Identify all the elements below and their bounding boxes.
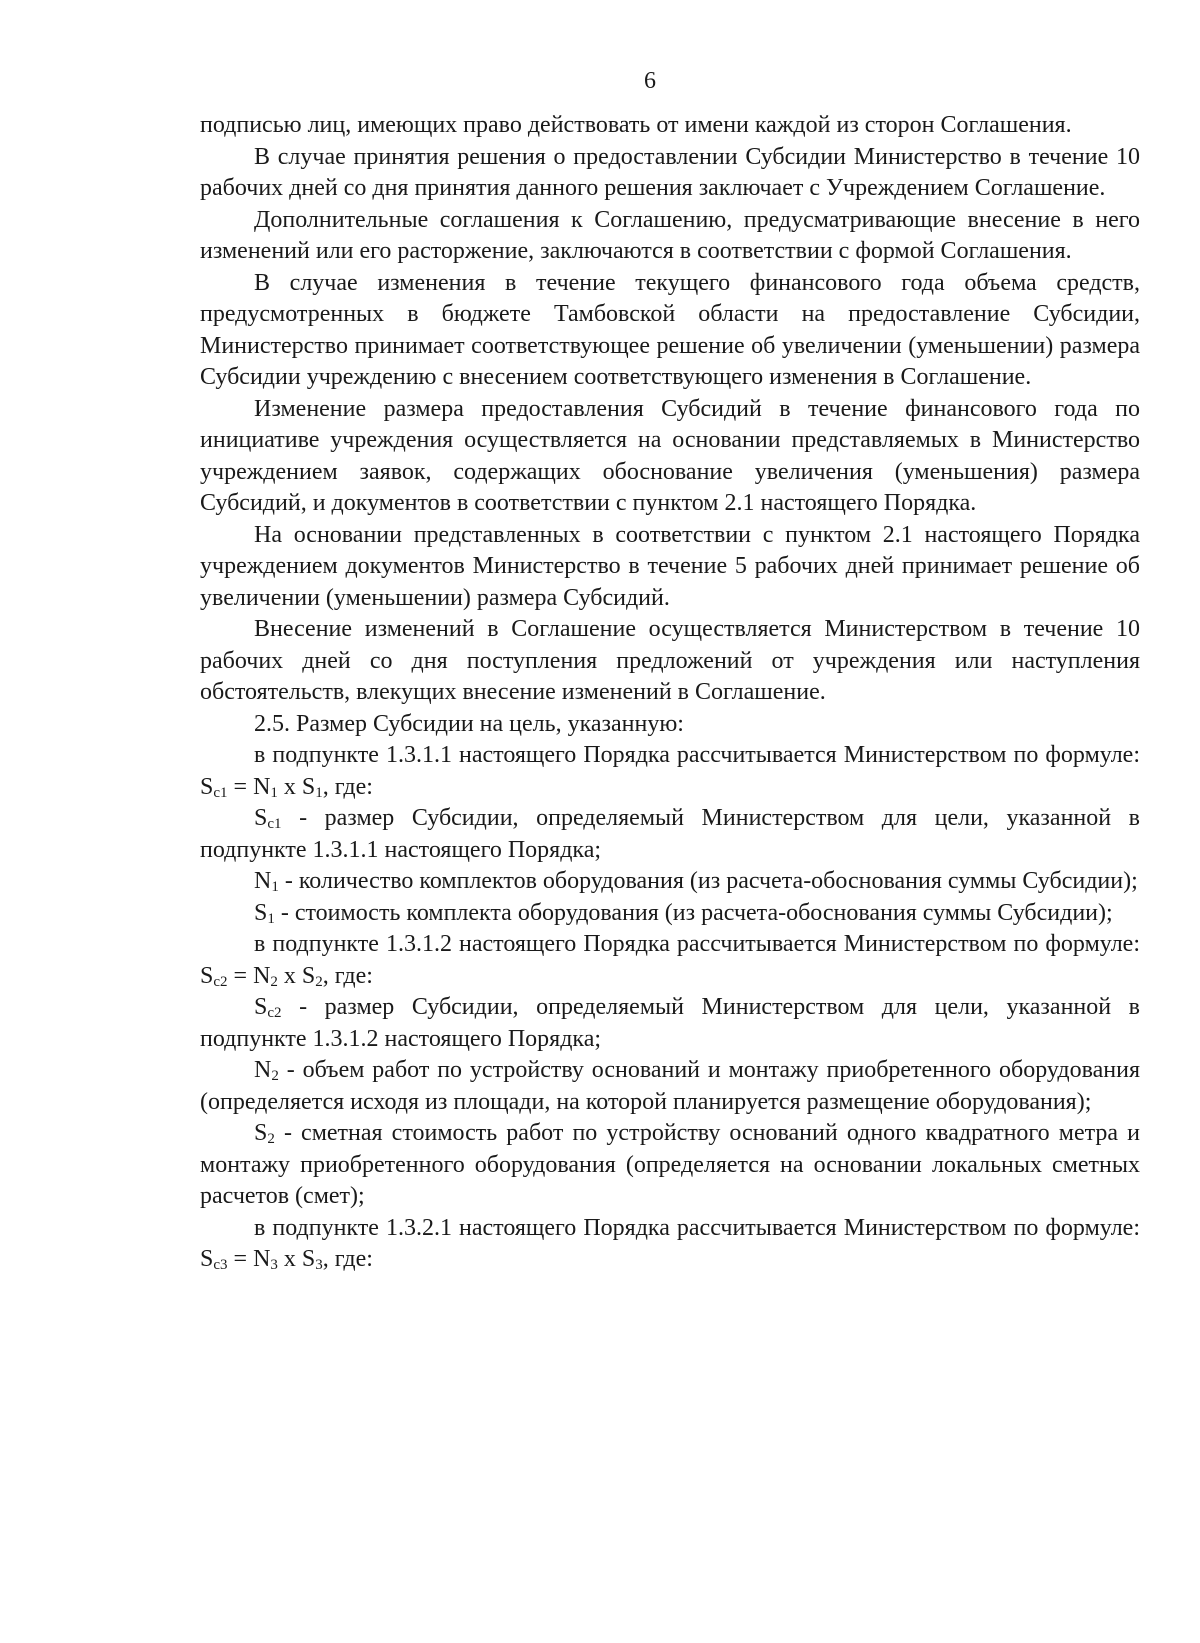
paragraph — [200, 1118, 1140, 1213]
paragraph — [200, 740, 1140, 803]
subscript: с2 — [267, 1005, 282, 1021]
paragraph — [200, 142, 1140, 205]
paragraph — [200, 929, 1140, 992]
subscript: 3 — [315, 1257, 323, 1273]
subscript: с3 — [213, 1257, 228, 1273]
text-run: в подпункте 1.3.2.1 настоящего Порядка рассчитывается Министерством по формуле: S — [200, 1214, 1140, 1272]
text-run: N — [254, 868, 272, 894]
text-run: Изменение размера предоставления Субсидий в течение финансового года по инициативе учреждения осуществляется на основании представляемых в Министерство учреждением заявок, содержащих обоснование увеличения (уменьшения) размера Субсидий, и документов в соответствии с пунктом 2.1 настоящего Порядка. — [200, 395, 1140, 516]
paragraph — [200, 803, 1140, 866]
subscript: 2 — [315, 973, 323, 990]
text-run: , где: — [322, 1246, 373, 1272]
text-run: подписью лиц, имеющих право действовать от имени каждой из сторон Соглашения. — [200, 112, 1072, 138]
text-run: в подпункте 1.3.1.1 настоящего Порядка рассчитывается Министерством по формуле: S — [200, 742, 1140, 800]
paragraph — [200, 866, 1140, 898]
page-number: 6 — [644, 68, 656, 94]
text-run: N — [254, 1057, 272, 1083]
subscript: 1 — [267, 910, 275, 927]
paragraph — [200, 1213, 1140, 1276]
text-run: 2.5. Размер Субсидии на цель, указанную: — [254, 710, 684, 737]
text-run: Дополнительные соглашения к Соглашению, предусматривающие внесение в него изменений или его расторжение, заключаются в соответствии с формой Соглашения. — [200, 206, 1140, 264]
text-run: - объем работ по устройству оснований и монтажу приобретенного оборудования (определяется исходя из площади, на которой планируется размещение оборудования); — [200, 1057, 1140, 1115]
text-run: S — [254, 1120, 268, 1146]
text-run: На основании представленных в соответствии с пунктом 2.1 настоящего Порядка учреждением документов Министерство в течение 5 рабочих дней принимает решение об увеличении (уменьшении) размера Субсидий. — [200, 521, 1140, 611]
text-run: Внесение изменений в Соглашение осуществляется Министерством в течение 10 рабочих дней со дня поступления предложений от учреждения или наступления обстоятельств, влекущих внесение изменений в Соглашение. — [200, 616, 1140, 705]
text-run: - сметная стоимость работ по устройству оснований одного квадратного метра и монтажу приобретенного оборудования (определяется на основании локальных сметных расчетов (смет); — [200, 1120, 1140, 1209]
paragraph — [200, 110, 1140, 142]
text-run: , где: — [322, 962, 373, 989]
subscript: с1 — [213, 784, 228, 801]
paragraph — [200, 614, 1140, 709]
paragraph — [200, 520, 1140, 615]
subscript: 1 — [315, 784, 323, 801]
subscript: 1 — [270, 784, 278, 801]
text-run: S — [254, 994, 268, 1020]
text-run: - размер Субсидии, определяемый Министерством для цели, указанной в подпункте 1.3.1.2 настоящего Порядка; — [200, 994, 1140, 1052]
paragraph — [200, 268, 1140, 394]
text-run: В случае изменения в течение текущего финансового года объема средств, предусмотренных в бюджете Тамбовской области на предоставление Субсидии, Министерство принимает соответствующее решение об увеличении (уменьшении) размера Субсидии учреждению с внесением соответствующего изменения в Соглашение. — [200, 269, 1140, 390]
text-run: S — [254, 805, 268, 831]
subscript: с2 — [213, 973, 228, 990]
text-run: х S — [277, 773, 316, 800]
subscript: 2 — [271, 1068, 279, 1084]
text-run: в подпункте 1.3.1.2 настоящего Порядка рассчитывается Министерством по формуле: S — [200, 931, 1140, 989]
document-body — [200, 110, 1140, 1276]
text-run: = N — [227, 962, 271, 989]
text-run: - размер Субсидии, определяемый Министерством для цели, указанной в подпункте 1.3.1.1 настоящего Порядка; — [200, 805, 1140, 863]
subscript: 2 — [270, 973, 278, 990]
paragraph — [200, 394, 1140, 520]
text-run: - стоимость комплекта оборудования (из расчета-обоснования суммы Субсидии); — [274, 899, 1113, 926]
paragraph — [200, 1055, 1140, 1118]
paragraph — [200, 205, 1140, 268]
paragraph — [200, 709, 1140, 741]
text-run: В случае принятия решения о предоставлении Субсидии Министерство в течение 10 рабочих дней со дня принятия данного решения заключает с Учреждением Соглашение. — [200, 143, 1140, 201]
text-run: , где: — [322, 773, 373, 800]
text-run: х S — [277, 1246, 316, 1272]
paragraph — [200, 898, 1140, 930]
text-run: = N — [227, 773, 271, 800]
text-run: S — [254, 899, 268, 926]
text-run: = N — [227, 1246, 271, 1272]
subscript: 2 — [267, 1131, 275, 1147]
subscript: 3 — [270, 1257, 278, 1273]
text-run: х S — [277, 962, 316, 989]
subscript: с1 — [267, 816, 282, 832]
subscript: 1 — [271, 879, 279, 895]
paragraph — [200, 992, 1140, 1055]
text-run: - количество комплектов оборудования (из расчета-обоснования суммы Субсидии); — [278, 868, 1138, 894]
